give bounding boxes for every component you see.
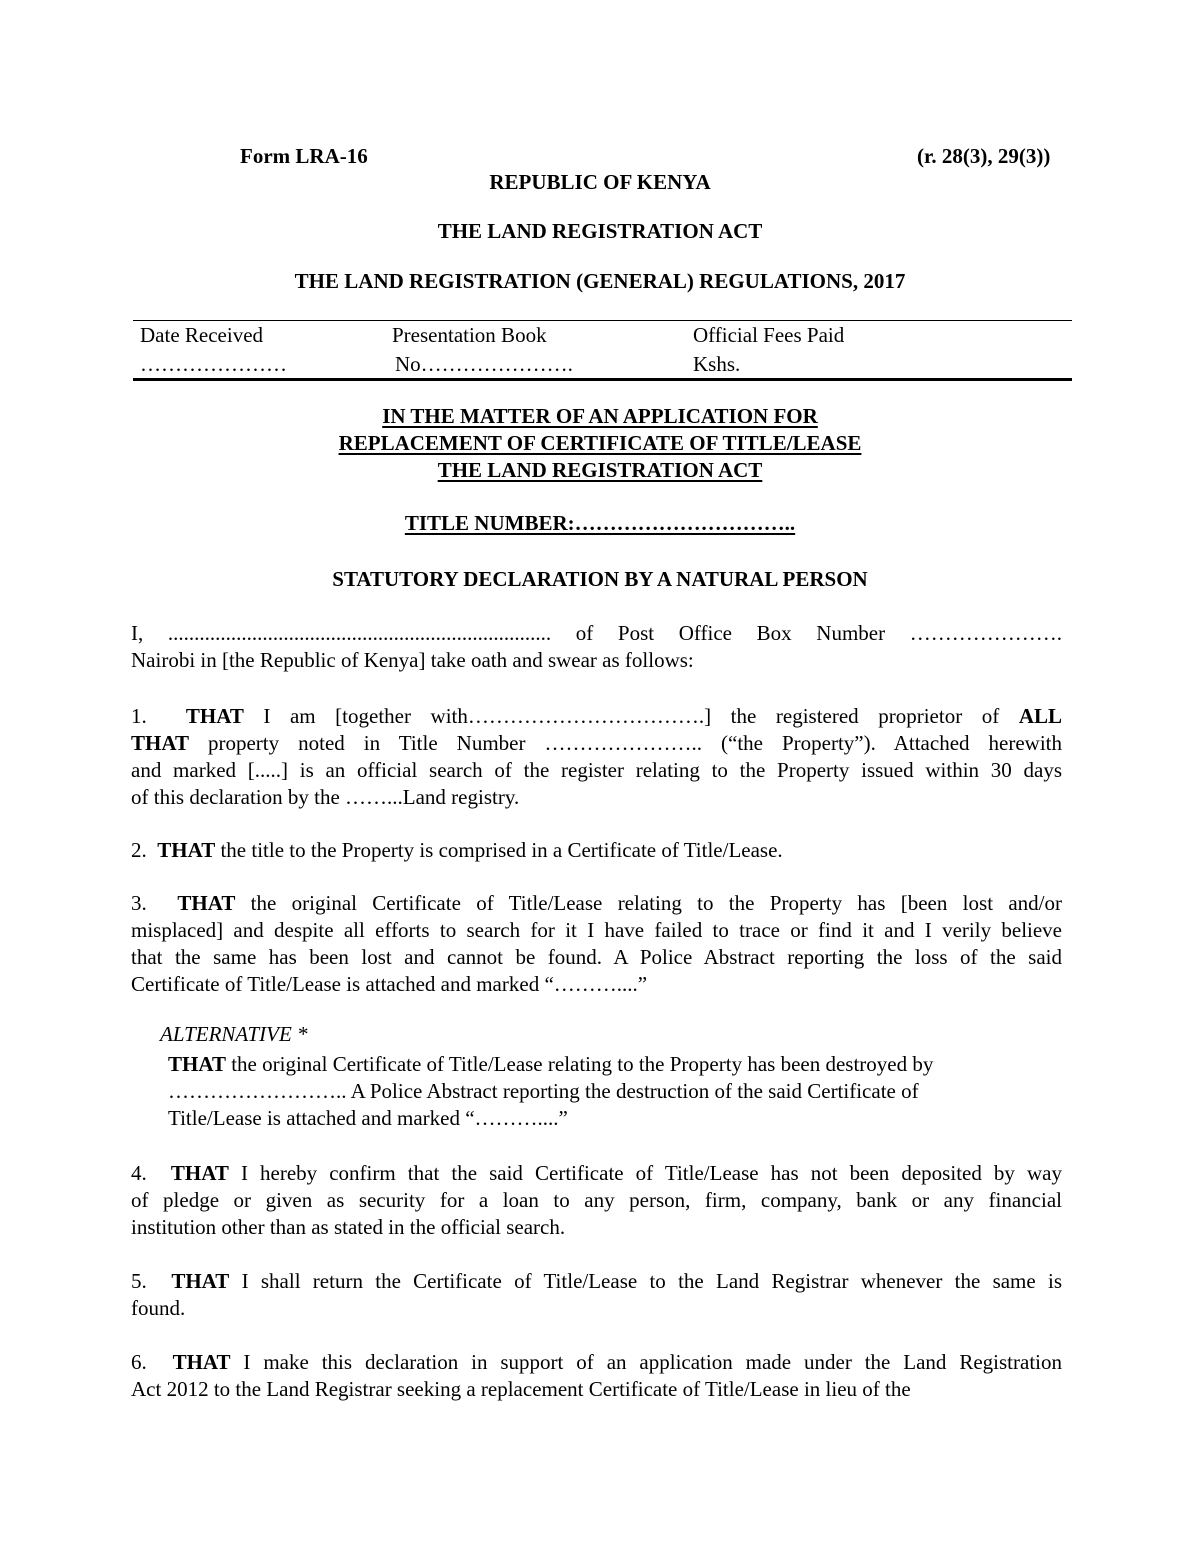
p4-that: THAT xyxy=(170,1161,229,1185)
intro-line-2: Nairobi in [the Republic of Kenya] take oath and swear as follows: xyxy=(131,648,694,672)
p5-line-2: found. xyxy=(131,1296,186,1320)
p1-that-2: THAT xyxy=(131,731,189,755)
matter-line-2: REPLACEMENT OF CERTIFICATE OF TITLE/LEASE xyxy=(338,431,862,455)
p6-number: 6. xyxy=(131,1350,147,1374)
p4-line-2: of pledge or given as security for a loan to any person, firm, company, bank or any financial xyxy=(131,1188,1062,1212)
p5-text-1: I shall return the Certificate of Title/Lease to the Land Registrar whenever the same is xyxy=(229,1269,1063,1293)
matter-line-3: THE LAND REGISTRATION ACT xyxy=(437,458,763,482)
p2-that: THAT xyxy=(157,838,216,862)
p6-line-2: Act 2012 to the Land Registrar seeking a replacement Certificate of Title/Lease in lieu of the xyxy=(131,1377,911,1401)
p4-text-1: I hereby confirm that the said Certificate of Title/Lease has not been deposited by way xyxy=(228,1161,1062,1185)
p1-line-4: of this declaration by the ……...Land registry. xyxy=(131,785,520,809)
p3-text-1: the original Certificate of Title/Lease relating to the Property has [been lost and/or xyxy=(235,891,1062,915)
alt-line-2: …………………….. A Police Abstract reporting the destruction of the said Certificate of xyxy=(168,1079,919,1103)
form-id: Form LRA-16 xyxy=(240,144,368,168)
p2-number: 2. xyxy=(131,838,147,862)
presentation-book-label: Presentation Book xyxy=(392,323,547,347)
presentation-book-value: No…………………. xyxy=(395,352,573,376)
p1-line-3: and marked [.....] is an official search of the register relating to the Property issued within 30 days xyxy=(131,758,1062,782)
p3-number: 3. xyxy=(131,891,147,915)
regulations-heading: THE LAND REGISTRATION (GENERAL) REGULATIONS, 2017 xyxy=(294,269,906,293)
alternative-paragraph xyxy=(168,1051,1048,1132)
p3-line-4: Certificate of Title/Lease is attached and marked “………....” xyxy=(131,972,648,996)
rule-reference: (r. 28(3), 29(3)) xyxy=(917,144,1051,168)
official-fees-value: Kshs. xyxy=(693,352,741,376)
paragraph-1 xyxy=(131,703,1062,811)
table-bottom-rule xyxy=(133,378,1072,381)
alt-text-1: the original Certificate of Title/Lease relating to the Property has been destroyed by xyxy=(225,1052,934,1076)
paragraph-2 xyxy=(131,837,1062,864)
official-fees-label: Official Fees Paid xyxy=(693,323,845,347)
p3-that: THAT xyxy=(177,891,236,915)
p6-text-1: I make this declaration in support of an application made under the Land Registration xyxy=(230,1350,1062,1374)
alt-that: THAT xyxy=(168,1052,226,1076)
p3-line-2: misplaced] and despite all efforts to search for it I have failed to trace or find it and I verily believe xyxy=(131,918,1062,942)
p4-number: 4. xyxy=(131,1161,147,1185)
paragraph-5 xyxy=(131,1268,1062,1322)
p1-all: ALL xyxy=(1018,704,1062,728)
paragraph-4 xyxy=(131,1160,1062,1241)
p3-line-3: that the same has been lost and cannot be found. A Police Abstract reporting the loss of the said xyxy=(131,945,1062,969)
matter-line-3-wrap xyxy=(0,458,1200,483)
date-received-label: Date Received xyxy=(140,323,264,347)
p1-text-2: property noted in Title Number ………………….. (“the Property”). Attached herewith xyxy=(188,731,1062,755)
p2-text: the title to the Property is comprised in a Certificate of Title/Lease. xyxy=(215,838,783,862)
paragraph-3 xyxy=(131,890,1062,998)
alternative-label: ALTERNATIVE * xyxy=(160,1022,308,1046)
matter-line-2-wrap xyxy=(0,431,1200,456)
date-received-value: ………………… xyxy=(140,352,287,376)
declaration-heading: STATUTORY DECLARATION BY A NATURAL PERSON xyxy=(332,567,868,591)
intro-line-1: I, ......................................................................... of Post Office Box Number …………………. xyxy=(131,621,1062,645)
p4-line-3: institution other than as stated in the official search. xyxy=(131,1215,566,1239)
title-number-wrap xyxy=(0,511,1200,536)
p6-that: THAT xyxy=(172,1350,231,1374)
p5-that: THAT xyxy=(171,1269,230,1293)
intro-paragraph xyxy=(131,620,1062,674)
title-number: TITLE NUMBER:………………………….. xyxy=(404,511,796,535)
paragraph-6 xyxy=(131,1349,1062,1403)
republic-heading: REPUBLIC OF KENYA xyxy=(489,170,711,194)
table-top-rule xyxy=(133,320,1072,321)
act-heading: THE LAND REGISTRATION ACT xyxy=(437,219,763,243)
alt-line-3: Title/Lease is attached and marked “………....” xyxy=(168,1106,568,1130)
matter-line-1: IN THE MATTER OF AN APPLICATION FOR xyxy=(382,404,818,428)
p1-that: THAT xyxy=(185,704,244,728)
p1-number: 1. xyxy=(131,704,147,728)
matter-line-1-wrap xyxy=(0,404,1200,429)
p1-text-1: I am [together with…………………………….] the registered proprietor of xyxy=(243,704,1019,728)
p5-number: 5. xyxy=(131,1269,147,1293)
